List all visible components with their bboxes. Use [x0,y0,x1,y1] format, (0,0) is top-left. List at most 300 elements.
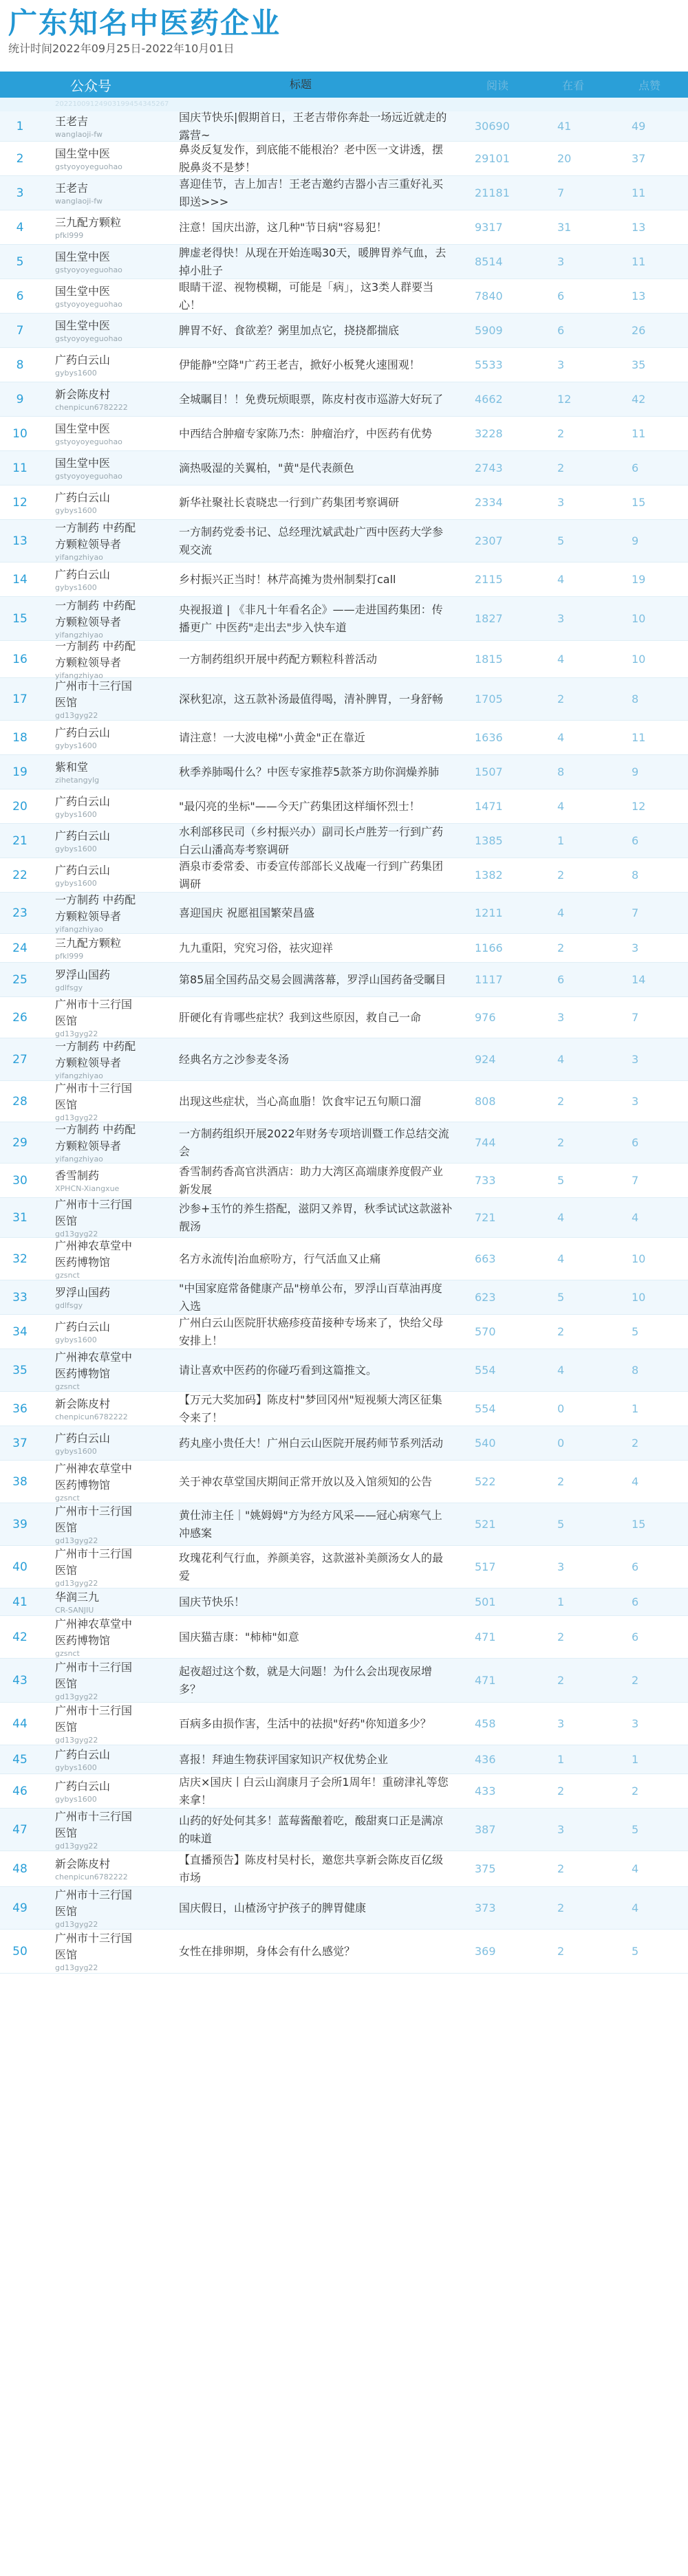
row-account[interactable] [40,520,142,563]
table-row[interactable] [0,382,688,417]
account-name: 广药白云山 [55,794,111,808]
table-row[interactable] [0,934,688,963]
look-count: 2 [557,1862,565,1875]
row-rank: 45 [12,1752,28,1767]
row-rank: 28 [12,1094,28,1109]
row-account[interactable] [40,1703,142,1745]
table-row[interactable] [0,1081,688,1122]
article-title-link[interactable]: 香雪制药香高官洪酒店：助力大湾区高端康养度假产业新发展 [179,1164,444,1196]
row-rank: 1 [16,119,24,133]
article-title-link[interactable]: 喜报！拜迪生物获评国家知识产权优势企业 [179,1752,389,1766]
article-title-link[interactable]: 乡村振兴正当时！林芹高摊为贵州制梨打call [179,572,396,586]
like-count: 11 [632,427,646,440]
look-count: 3 [557,612,565,625]
table-row[interactable] [0,1426,688,1461]
table-row[interactable] [0,314,688,348]
account-id: zihetangylg [55,775,100,785]
row-rank: 23 [12,906,28,920]
table-row[interactable] [0,1280,688,1315]
account-id: gd13gyg22 [55,1113,98,1122]
article-title-link[interactable]: 山药的好处何其多！蓝莓酱酿着吃，酸甜爽口正是满凉的味道 [179,1813,444,1845]
look-count: 4 [557,1364,565,1377]
account-id: gd13gyg22 [55,1919,98,1929]
look-count: 2 [557,1325,565,1338]
row-rank: 6 [16,289,24,303]
table-row[interactable] [0,963,688,997]
table-row[interactable] [0,245,688,279]
article-title-link[interactable]: 沙参+玉竹的养生搭配，滋阴又养胃，秋季试试这款滋补靓汤 [179,1201,453,1233]
table-row[interactable] [0,1392,688,1426]
row-rank: 41 [12,1595,28,1609]
account-name: 华润三九 [55,1590,100,1604]
row-rank: 14 [12,572,28,587]
account-id: CR-SANJIU [55,1605,94,1615]
article-title-link[interactable]: 央视报道 | 《非凡十年看名企》——走进国药集团：传播更广 中医药"走出去"步入快车道 [179,602,443,634]
account-name: 广州神农草堂中医药博物馆 [55,1461,133,1492]
account-id: gybys1600 [55,844,97,853]
account-id: yifangzhiyao [55,670,103,680]
article-title-link[interactable]: 经典名方之沙参麦冬汤 [179,1052,290,1066]
row-account[interactable] [40,996,142,1039]
table-row[interactable] [0,824,688,858]
row-account[interactable] [40,1809,142,1851]
read-count: 436 [475,1753,496,1766]
account-name: 王老吉 [55,181,89,195]
row-account[interactable] [40,1197,142,1239]
table-row[interactable] [0,997,688,1038]
table-row[interactable] [0,1349,688,1392]
article-title-link[interactable]: 店庆×国庆丨白云山润康月子会所1周年！重磅津礼等您来拿！ [179,1775,449,1807]
article-title-link[interactable]: 深秋犯凉，这五款补汤最值得喝，清补脾胃，一身舒畅 [179,692,444,706]
read-count: 29101 [475,152,510,165]
article-title-link[interactable]: 鼻炎反复发作，到底能不能根治？老中医一文讲透，摆脱鼻炎不是梦！ [179,142,444,174]
header-like: 点赞 [638,78,660,92]
stat-period: 统计时间2022年09月25日-2022年10月01日 [8,42,235,55]
row-account[interactable] [40,567,142,593]
account-name: 广州神农草堂中医药博物馆 [55,1238,133,1269]
table-row[interactable] [0,721,688,755]
table-row[interactable] [0,1589,688,1616]
table-row[interactable] [0,1930,688,1974]
read-count: 4662 [475,393,503,406]
article-title-link[interactable]: 脾虚老得快！从现在开始连喝30天，暖脾胃养气血，去掉小肚子 [179,245,447,277]
row-rank: 40 [12,1560,28,1574]
read-count: 7840 [475,290,503,303]
table-row[interactable] [0,1616,688,1659]
like-count: 15 [632,496,646,509]
read-count: 540 [475,1437,496,1450]
article-title-link[interactable]: 全城瞩目！！免费玩烦眼票，陈皮村夜市巡游大好玩了 [179,392,444,406]
look-count: 5 [557,534,565,547]
table-row[interactable] [0,893,688,934]
table-row[interactable] [0,1503,688,1546]
row-account[interactable] [40,1778,142,1804]
account-id: gybys1600 [55,1794,97,1804]
look-count: 0 [557,1437,565,1450]
table-row[interactable] [0,678,688,721]
account-name: 广州神农草堂中医药博物馆 [55,1617,133,1647]
header-look: 在看 [561,78,584,92]
look-count: 12 [557,393,572,406]
header-title: 标题 [289,78,312,91]
row-rank: 48 [12,1862,28,1876]
account-id: gybys1600 [55,809,97,819]
row-rank: 15 [12,611,28,626]
account-name: 新会陈皮村 [55,1857,111,1870]
look-count: 4 [557,1252,565,1265]
row-rank: 11 [12,461,28,475]
row-rank: 30 [12,1173,28,1188]
row-rank: 47 [12,1822,28,1837]
article-title-link[interactable]: 请注意！一大波电梯"小黄金"正在靠近 [179,730,365,744]
row-account[interactable] [40,794,142,820]
row-account[interactable] [40,1930,142,1973]
article-title-link[interactable]: 百病多由损作害，生活中的祛损"好药"你知道多少？ [179,1716,431,1730]
article-title-link[interactable]: 一方制药组织开展2022年财务专项培训暨工作总结交流会 [179,1126,449,1158]
row-account[interactable] [40,352,142,378]
article-title-link[interactable]: 请让喜欢中医药的你碰巧看到这篇推文。 [179,1363,378,1377]
account-id: gd13gyg22 [55,1735,98,1745]
like-count: 6 [632,1136,639,1149]
read-count: 471 [475,1630,496,1644]
look-count: 8 [557,765,565,778]
article-title-link[interactable]: 喜迎国庆 祝愿祖国繁荣昌盛 [179,906,315,919]
table-row[interactable] [0,1546,688,1589]
account-id: yifangzhiyao [55,924,103,934]
account-id: gybys1600 [55,1446,97,1456]
account-name: 新会陈皮村 [55,387,111,401]
row-account[interactable] [40,638,142,681]
read-count: 369 [475,1945,496,1958]
table-row[interactable] [0,176,688,210]
look-count: 3 [557,496,565,509]
table-row[interactable] [0,1038,688,1081]
read-count: 1705 [475,692,503,706]
article-title-link[interactable]: 喜迎佳节，吉上加吉！王老吉邀约吉器小吉三重好礼买即送>>> [179,177,444,208]
look-count: 3 [557,1823,565,1836]
table-row[interactable] [0,1809,688,1851]
like-count: 4 [632,1475,639,1488]
look-count: 2 [557,1630,565,1644]
row-account[interactable] [40,1747,142,1773]
like-count: 8 [632,1364,639,1377]
row-rank: 32 [12,1252,28,1266]
read-count: 744 [475,1136,496,1149]
account-id: gd13gyg22 [55,1029,98,1038]
account-name: 一方制药 中药配方颗粒领导者 [55,598,136,629]
article-title-link[interactable]: 脾胃不好、食欲差？粥里加点它，挠挠都揣底 [179,323,400,337]
account-name: 国生堂中医 [55,456,111,470]
look-count: 4 [557,1211,565,1224]
account-id: chenpicun6782222 [55,402,128,412]
article-title-link[interactable]: 玫瑰花利气行血，养颜美容，这款滋补美颜汤女人的最爱 [179,1551,444,1582]
article-title-link[interactable]: 国庆假日，山楂汤守护孩子的脾胃健康 [179,1901,367,1914]
like-count: 4 [632,1862,639,1875]
row-account[interactable] [40,1349,142,1392]
account-id: gd13gyg22 [55,1692,98,1701]
article-title-link[interactable]: 国庆猫吉康："柿柿"如意 [179,1630,299,1644]
row-account[interactable] [40,759,142,785]
like-count: 7 [632,1011,639,1024]
article-title-link[interactable]: 【直播预告】陈皮村吴村长，邀您共享新会陈皮百亿级市场 [179,1853,444,1884]
like-count: 6 [632,461,639,474]
account-id: gdlfsgy [55,1300,83,1310]
article-title-link[interactable]: 中西结合肿瘤专家陈乃杰：肿瘤治疗，中医药有优势 [179,426,433,440]
table-row[interactable] [0,142,688,176]
article-title-link[interactable]: 秋季养肺喝什么？中医专家推荐5款茶方助你润燥养肺 [179,765,440,778]
table-row[interactable] [0,563,688,597]
table-row[interactable] [0,1164,688,1198]
article-title-link[interactable]: 眼睛干涩、视物模糊，可能是「病」，这3类人群要当心！ [179,280,434,312]
account-name: 广州市十三行国医馆 [55,1197,133,1227]
like-count: 4 [632,1211,639,1224]
like-count: 15 [632,1518,646,1531]
look-count: 4 [557,800,565,813]
read-count: 8514 [475,255,503,268]
read-count: 1827 [475,612,503,625]
article-title-link[interactable]: 起夜超过这个数，就是大问题！为什么会出现夜尿增多？ [179,1664,433,1696]
row-account[interactable] [40,1319,142,1345]
table-row[interactable] [0,111,688,142]
row-account[interactable] [40,1616,142,1659]
row-rank: 2 [16,151,24,166]
row-rank: 33 [12,1290,28,1305]
table-row[interactable] [0,485,688,520]
article-title-link[interactable]: 水利部移民司（乡村振兴办）副司长卢胜芳一行到广药白云山潘高寿考察调研 [179,825,444,856]
account-id: gd13gyg22 [55,1578,98,1588]
account-id: yifangzhiyao [55,630,103,640]
account-id: gybys1600 [55,741,97,750]
row-account[interactable] [40,1887,142,1930]
table-row[interactable] [0,520,688,563]
article-title-link[interactable]: 名方永流传|治血瘀吩方，行气活血又止痛 [179,1252,381,1265]
row-account[interactable] [40,249,142,275]
table-row[interactable] [0,1851,688,1887]
row-account[interactable] [40,1546,142,1589]
article-title-link[interactable]: 注意！国庆出游，这几种"节日病"容易犯！ [179,220,387,234]
look-count: 5 [557,1174,565,1187]
account-name: 新会陈皮村 [55,1397,111,1410]
account-id: wanglaoji-fw [55,196,103,206]
row-rank: 29 [12,1135,28,1150]
look-count: 20 [557,152,572,165]
read-count: 501 [475,1595,496,1608]
article-title-link[interactable]: 国庆节快乐！ [179,1595,246,1608]
row-account[interactable] [40,490,142,516]
row-account[interactable] [40,146,142,172]
row-rank: 43 [12,1673,28,1688]
row-account[interactable] [40,598,142,640]
table-row[interactable] [0,1745,688,1774]
read-count: 1636 [475,731,503,744]
article-title-link[interactable]: 伊能静"空降"广药王老吉，掀好小板凳火速围观！ [179,358,420,371]
article-title-link[interactable]: 九九重阳，究究习俗，祛灾迎祥 [179,941,334,954]
article-title-link[interactable]: 女性在排卵期，身体会有什么感觉？ [179,1944,356,1958]
table-row[interactable] [0,279,688,314]
look-count: 2 [557,869,565,882]
table-row[interactable] [0,1659,688,1703]
table-row[interactable] [0,417,688,451]
row-account[interactable] [40,1430,142,1456]
table-row[interactable] [0,1198,688,1238]
article-title-link[interactable]: 国庆节快乐|假期首日，王老吉带你奔赴一场远近就走的露营~ [179,110,447,142]
row-account[interactable] [40,455,142,481]
account-id: gzsnct [55,1270,80,1280]
account-id: gd13gyg22 [55,1536,98,1545]
read-count: 522 [475,1475,496,1488]
row-account[interactable] [40,892,142,935]
row-account[interactable] [40,318,142,344]
row-rank: 3 [16,186,24,200]
row-account[interactable] [40,1589,142,1615]
article-title-link[interactable]: 药丸座小贵任大！广州白云山医院开展药师节系列活动 [179,1436,444,1450]
look-count: 2 [557,1475,565,1488]
table-row[interactable] [0,1774,688,1809]
like-count: 5 [632,1823,639,1836]
row-account[interactable] [40,421,142,447]
read-count: 5533 [475,358,503,371]
account-name: 广州神农草堂中医药博物馆 [55,1350,133,1380]
row-account[interactable] [40,1396,142,1422]
row-rank: 22 [12,868,28,882]
read-count: 721 [475,1211,496,1224]
like-count: 10 [632,612,646,625]
table-row[interactable] [0,1461,688,1503]
ranking-table [0,72,688,1974]
row-account[interactable] [40,862,142,888]
like-count: 7 [632,906,639,919]
account-name: 广州市十三行国医馆 [55,1081,133,1111]
row-account[interactable] [40,386,142,413]
row-account[interactable] [40,1238,142,1280]
table-row[interactable] [0,789,688,824]
read-count: 433 [475,1784,496,1798]
read-count: 2743 [475,461,503,474]
account-name: 一方制药 中药配方颗粒领导者 [55,1122,136,1153]
row-account[interactable] [40,1122,142,1164]
article-title-link[interactable]: 黄仕沛主任｜"姚姆姆"方为经方风采——冠心病寒气上冲感案 [179,1508,442,1540]
look-count: 4 [557,906,565,919]
article-title-link[interactable]: "最闪亮的坐标"——今天广药集团这样缅怀烈士！ [179,799,420,813]
account-name: 广州市十三行国医馆 [55,1931,133,1961]
row-account[interactable] [40,935,142,961]
article-title-link[interactable]: 一方制药组织开展中药配方颗粒科普活动 [179,652,378,666]
like-count: 8 [632,869,639,882]
account-name: 广州市十三行国医馆 [55,1547,133,1577]
like-count: 3 [632,941,639,954]
like-count: 6 [632,834,639,847]
look-count: 6 [557,290,565,303]
table-row[interactable] [0,1887,688,1930]
row-account[interactable] [40,113,142,140]
row-account[interactable] [40,215,142,241]
read-count: 1385 [475,834,503,847]
row-rank: 21 [12,833,28,848]
account-id: gd13gyg22 [55,1963,98,1972]
row-account[interactable] [40,1856,142,1882]
like-count: 26 [632,324,646,337]
look-count: 2 [557,1901,565,1914]
article-title-link[interactable]: 新华社聚社长袁晓忠一行到广药集团考察调研 [179,495,400,509]
row-rank: 4 [16,220,24,234]
account-id: gybys1600 [55,505,97,515]
like-count: 2 [632,1784,639,1798]
like-count: 7 [632,1174,639,1187]
account-name: 广药白云山 [55,725,111,739]
row-account[interactable] [40,678,142,721]
table-row[interactable] [0,1703,688,1745]
article-title-link[interactable]: 第85届全国药品交易会圆满落幕，罗浮山国药备受瞩目 [179,972,447,986]
account-id: gd13gyg22 [55,1229,98,1238]
row-account[interactable] [40,1503,142,1546]
table-row[interactable] [0,858,688,893]
table-row[interactable] [0,1238,688,1280]
account-id: XPHCN-Xiangxue [55,1183,120,1193]
table-row[interactable] [0,641,688,678]
like-count: 8 [632,692,639,706]
look-count: 2 [557,1136,565,1149]
read-count: 976 [475,1011,496,1024]
row-account[interactable] [40,725,142,751]
account-name: 一方制药 中药配方颗粒领导者 [55,521,136,551]
row-account[interactable] [40,283,142,309]
row-account[interactable] [40,1038,142,1081]
row-account[interactable] [40,1080,142,1123]
like-count: 5 [632,1945,639,1958]
article-title-link[interactable]: 【万元大奖加码】陈皮村"梦回冈州"短视频大湾区征集令来了！ [179,1393,442,1424]
like-count: 2 [632,1674,639,1687]
table-row[interactable] [0,210,688,245]
article-title-link[interactable]: 广州白云山医院肝状癌疹疫苗接种专场来了，快给父母安排上！ [179,1316,444,1347]
table-row[interactable] [0,1122,688,1164]
table-row[interactable] [0,755,688,789]
look-count: 3 [557,358,565,371]
row-account[interactable] [40,180,142,206]
account-id: pfkl999 [55,230,84,240]
article-title-link[interactable]: 出现这些症状，当心高血脂！饮食牢记五句顺口溜 [179,1094,422,1108]
row-account[interactable] [40,1461,142,1503]
row-rank: 36 [12,1401,28,1416]
table-row[interactable] [0,1315,688,1349]
article-title-link[interactable]: 一方制药党委书记、总经理沈斌武赴广西中医药大学参观交流 [179,525,444,556]
row-rank: 27 [12,1052,28,1067]
account-id: gstyoyoyeguohao [55,265,122,274]
article-title-link[interactable]: 肝硬化有肯哪些症状？我到这些原因，救自己一命 [179,1010,422,1024]
read-count: 570 [475,1325,496,1338]
row-rank: 20 [12,799,28,814]
table-row[interactable] [0,451,688,485]
look-count: 41 [557,120,572,133]
article-title-link[interactable]: 酒泉市委常委、市委宣传部部长义战庵一行到广药集团调研 [179,859,444,891]
account-name: 国生堂中医 [55,422,111,435]
table-row[interactable] [0,348,688,382]
article-title-link[interactable]: "中国家庭常备健康产品"榜单公布，罗浮山百草油再度入选 [179,1281,442,1313]
row-rank: 37 [12,1436,28,1450]
account-name: 一方制药 中药配方颗粒领导者 [55,1039,136,1069]
article-title-link[interactable]: 滴热吸湿的关翼柏，"黄"是代表颜色 [179,461,354,474]
row-account[interactable] [40,1168,142,1194]
read-count: 3228 [475,427,503,440]
row-account[interactable] [40,1659,142,1702]
table-row[interactable] [0,597,688,641]
row-account[interactable] [40,967,142,993]
account-id: gstyoyoyeguohao [55,334,122,343]
header-account: 公众号 [70,77,111,94]
article-title-link[interactable]: 关于神农草堂国庆期间正常开放以及入馆须知的公告 [179,1474,433,1488]
look-count: 1 [557,1753,565,1766]
row-account[interactable] [40,828,142,854]
row-account[interactable] [40,1285,142,1311]
